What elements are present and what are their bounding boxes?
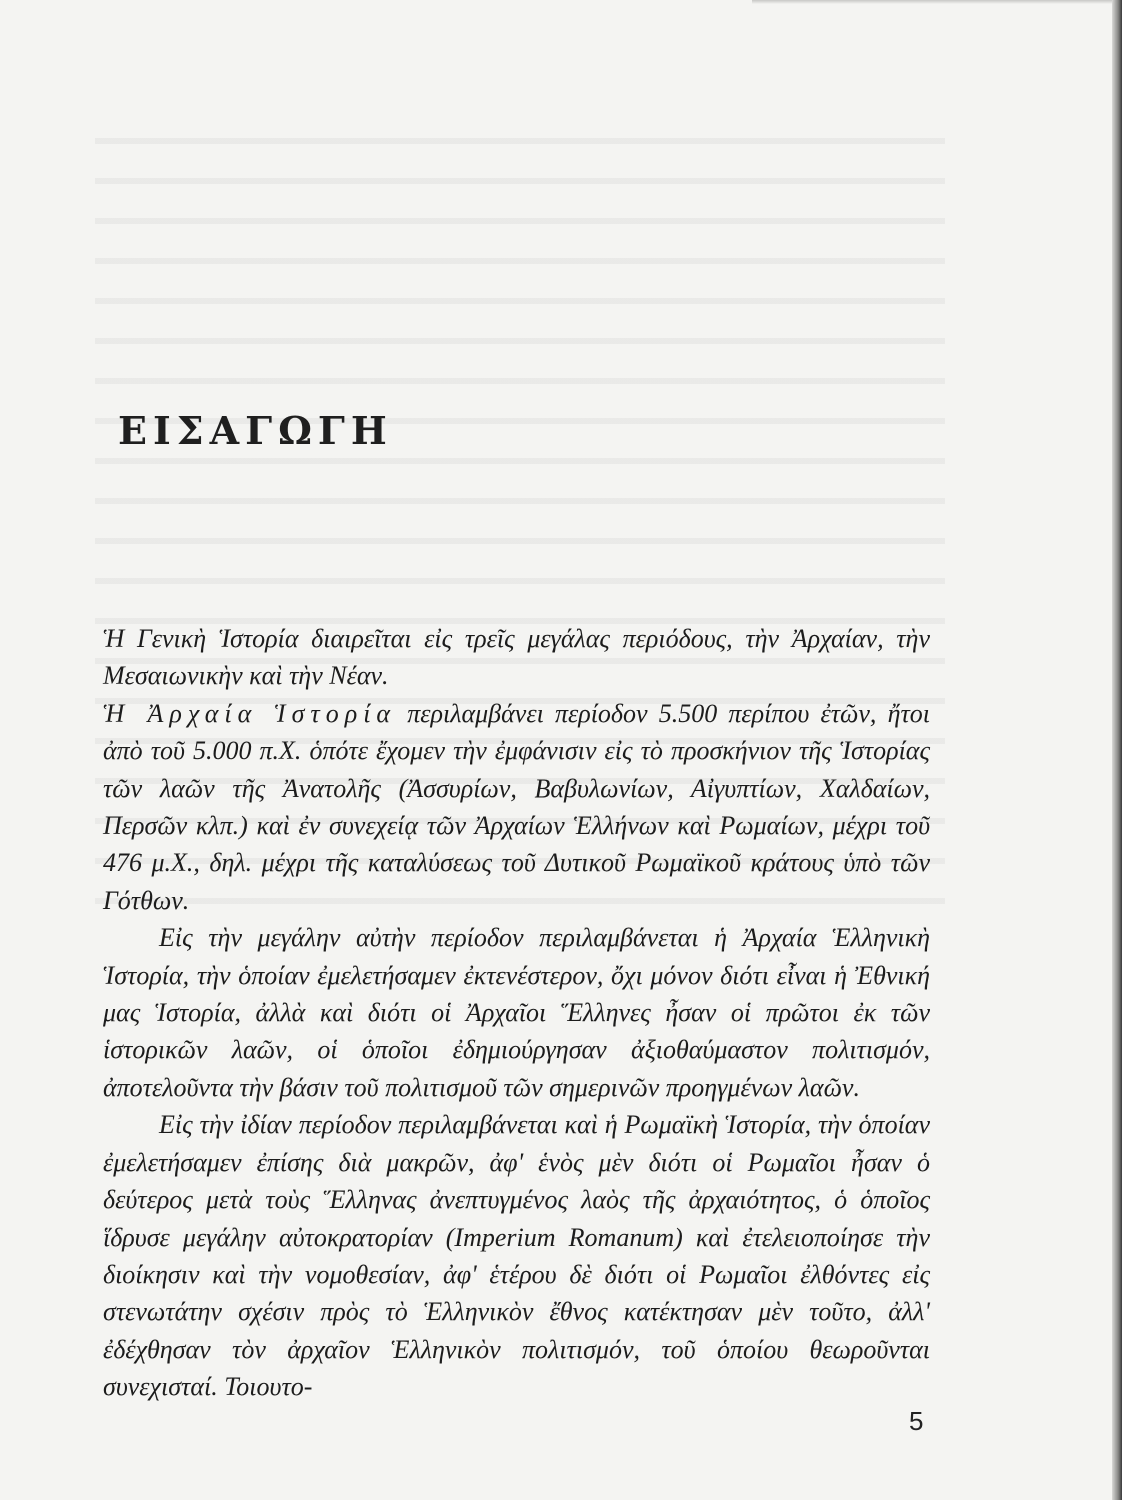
ancient-history-term: Ἡ Ἀρχαία Ἱστορία [103, 698, 397, 728]
paragraph-ancient-history [103, 695, 930, 919]
body-text [103, 620, 930, 1406]
page-edge-shadow [1112, 0, 1122, 1500]
paragraph-greek-history: Εἰς τὴν μεγάλην αὐτὴν περίοδον περιλαμβάνεται ἡ Ἀρχαία Ἑλληνικὴ Ἱστορία, τὴν ὁποίαν ἐμελετήσαμεν ἐκτενέστερον, ὄχι μόνον διότι εἶναι ἡ Ἐθνική μας Ἱστορία, ἀλλὰ καὶ διότι οἱ Ἀρχαῖοι Ἕλληνες ἦσαν οἱ πρῶτοι ἐκ τῶν ἱστορικῶν λαῶν, οἱ ὁποῖοι ἐδημιούργησαν ἀξιοθαύμαστον πολιτισμόν, ἀποτελοῦντα τὴν βάσιν τοῦ πολιτισμοῦ τῶν σημερινῶν προηγμένων λαῶν. [103, 923, 930, 1102]
paragraph-roman-history: Εἰς τὴν ἰδίαν περίοδον περιλαμβάνεται καὶ ἡ Ρωμαϊκὴ Ἱστορία, τὴν ὁποίαν ἐμελετήσαμεν ἐπίσης διὰ μακρῶν, ἀφ' ἑνὸς μὲν διότι οἱ Ρωμαῖοι ἦσαν ὁ δεύτερος μετὰ τοὺς Ἕλληνας ἀνεπτυγμένος λαὸς τῆς ἀρχαιότητος, ὁ ὁποῖος ἵδρυσε μεγάλην αὐτοκρατορίαν (Imperium Romanum) καὶ ἐτελειοποίησε τὴν διοίκησιν καὶ τὴν νομοθεσίαν, ἀφ' ἑτέρου δὲ διότι οἱ Ρωμαῖοι ἐλθόντες εἰς στενωτάτην σχέσιν πρὸς τὸ Ἑλληνικὸν ἔθνος κατέκτησαν μὲν τοῦτο, ἀλλ' ἐδέχθησαν τὸν ἀρχαῖον Ἑλληνικὸν πολιτισμόν, τοῦ ὁποίου θεωροῦνται συνεχισταί. Τοιουτο- [103, 1110, 930, 1402]
ancient-history-text: περιλαμβάνει περίοδον 5.500 περίπου ἐτῶν, ἤτοι ἀπὸ τοῦ 5.000 π.Χ. ὁπότε ἔχομεν τὴν ἐμφάνισιν εἰς τὸ προσκήνιον τῆς Ἱστορίας τῶν λαῶν τῆς Ἀνατολῆς (Ἀσσυρίων, Βαβυλωνίων, Αἰγυπτίων, Χαλδαίων, Περσῶν κλπ.) καὶ ἐν συνεχείᾳ τῶν Ἀρχαίων Ἑλλήνων καὶ Ρωμαίων, μέχρι τοῦ 476 μ.Χ., δηλ. μέχρι τῆς καταλύσεως τοῦ Δυτικοῦ Ρωμαϊκοῦ κράτους ὑπὸ τῶν Γότθων. [103, 698, 931, 915]
chapter-title: ΕΙΣΑΓΩΓΗ [118, 408, 393, 453]
paragraph-intro: Ἡ Γενικὴ Ἱστορία διαιρεῖται εἰς τρεῖς μεγάλας περιόδους, τὴν Ἀρχαίαν, τὴν Μεσαιωνικὴν καὶ τὴν Νέαν. [103, 624, 930, 691]
page-number: 5 [909, 1406, 924, 1436]
page-top-shadow [752, 0, 1112, 4]
